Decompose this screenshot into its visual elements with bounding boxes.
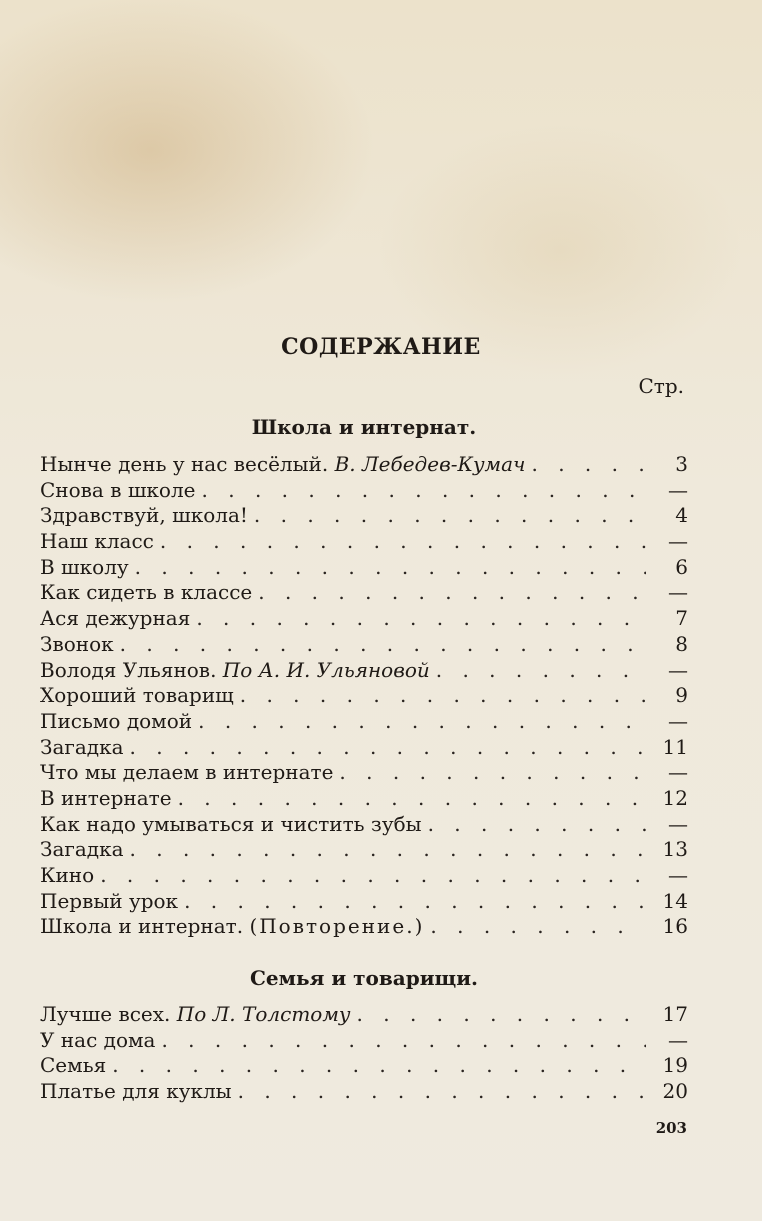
- toc-entry: [40, 1028, 688, 1054]
- toc-entry-title: В интернате: [40, 785, 172, 810]
- toc-entry-page: —: [668, 657, 688, 682]
- toc-entry: [40, 863, 688, 889]
- dot-leader: [184, 889, 646, 915]
- toc-entry-page: 8: [675, 631, 688, 656]
- toc-entry: [40, 452, 688, 478]
- toc-entry: [40, 837, 688, 863]
- toc-entry-text: [40, 1053, 106, 1079]
- toc-entry-text: [40, 632, 114, 658]
- toc-entry-text: [40, 709, 192, 735]
- toc-entry-page: 11: [662, 734, 688, 759]
- toc-entry-title: Лучше всех.: [40, 1002, 171, 1026]
- toc-entry-text: [40, 529, 154, 555]
- toc-entry-page: 6: [675, 554, 688, 579]
- section-heading: Семья и товарищи.: [250, 966, 478, 990]
- toc-entry-title: Снова в школе: [40, 477, 196, 502]
- toc-entry-text: [40, 606, 190, 632]
- toc-entry-text: [40, 1079, 232, 1105]
- toc-entry: [40, 478, 688, 504]
- toc-entry: [40, 683, 688, 709]
- dot-leader: [196, 606, 646, 632]
- toc-entry-title: Загадка: [40, 734, 124, 759]
- page-column-label: Стр.: [638, 374, 684, 398]
- toc-entry-title: Письмо домой: [40, 708, 193, 733]
- toc-entry-page: 3: [675, 452, 688, 476]
- toc-entry-title: Звонок: [40, 631, 114, 656]
- toc-entry-text: [40, 1002, 351, 1028]
- dot-leader: [135, 555, 646, 581]
- toc-entry-title: Здравствуй, школа!: [40, 503, 248, 528]
- toc-entry-text: [40, 786, 172, 812]
- toc-entry-title: Володя Ульянов.: [40, 657, 217, 682]
- toc-entry-title: Первый урок: [40, 888, 179, 913]
- toc-entry-text: [40, 683, 234, 709]
- dot-leader: [100, 863, 646, 889]
- toc-entry: [40, 1079, 688, 1105]
- toc-entry-title: Как надо умываться и чистить зубы: [40, 811, 422, 836]
- toc-entry: [40, 580, 688, 606]
- toc-entry: [40, 529, 688, 555]
- toc-entry-text: [40, 1028, 155, 1054]
- toc-entry: [40, 1002, 688, 1028]
- toc-entry-title: Ася дежурная: [40, 606, 191, 631]
- toc-entry-title: Что мы делаем в интернате: [40, 760, 334, 785]
- dot-leader: [161, 1028, 646, 1054]
- toc-entry-text: [40, 837, 124, 863]
- toc-entry-page: 12: [662, 785, 688, 810]
- toc-entry-page: 4: [675, 503, 688, 528]
- toc-entry-author: По А. И. Ульяновой: [222, 657, 430, 682]
- toc-entry-title: Школа и интернат.: [40, 914, 244, 939]
- dot-leader: [430, 914, 646, 940]
- toc-entry-title: Нынче день у нас весёлый.: [40, 452, 329, 476]
- toc-entry-page: —: [668, 760, 688, 785]
- dot-leader: [178, 786, 646, 812]
- toc-entry-page: 19: [662, 1053, 688, 1078]
- dot-leader: [428, 812, 646, 838]
- toc-entry: [40, 503, 688, 529]
- toc-entry-page: 20: [662, 1079, 688, 1104]
- dot-leader: [254, 503, 646, 529]
- section-heading: Школа и интернат.: [251, 415, 477, 439]
- toc-entry-page: —: [668, 708, 688, 733]
- dot-leader: [532, 452, 647, 478]
- toc-entry-title: Кино: [40, 863, 95, 887]
- toc-entry-page: —: [668, 529, 688, 554]
- toc-entry: [40, 606, 688, 632]
- dot-leader: [436, 658, 646, 684]
- toc-entry: [40, 889, 688, 915]
- toc-entry-title: У нас дома: [40, 1027, 156, 1052]
- toc-entry-page: —: [668, 863, 688, 887]
- toc-entry: [40, 786, 688, 812]
- toc-entry-title: Загадка: [40, 837, 124, 862]
- toc-entry-title: Семья: [40, 1053, 107, 1078]
- dot-leader: [258, 580, 646, 606]
- toc-entry-title: Как сидеть в классе: [40, 580, 253, 605]
- toc-entry-page: 16: [662, 914, 688, 939]
- page-title: СОДЕРЖАНИЕ: [281, 334, 481, 360]
- toc-entry-text: [40, 735, 124, 761]
- dot-leader: [357, 1002, 646, 1028]
- toc-entry-text: [40, 503, 248, 529]
- toc-section-school: [40, 452, 688, 940]
- toc-entry-text: [40, 863, 94, 889]
- toc-entry-text: [40, 812, 422, 838]
- toc-entry-text: [40, 914, 424, 940]
- toc-entry: [40, 555, 688, 581]
- toc-entry-page: —: [668, 580, 688, 605]
- toc-entry-text: [40, 478, 196, 504]
- toc-entry-text: [40, 658, 430, 684]
- dot-leader: [238, 1079, 646, 1105]
- toc-entry: [40, 632, 688, 658]
- toc-entry: [40, 812, 688, 838]
- page-number: 203: [655, 1119, 687, 1137]
- toc-entry-page: 13: [662, 837, 688, 862]
- toc-entry: [40, 1053, 688, 1079]
- toc-entry-page: 14: [662, 888, 688, 913]
- dot-leader: [339, 760, 646, 786]
- toc-entry: [40, 735, 688, 761]
- toc-entry-text: [40, 760, 333, 786]
- toc-entry-author: По Л. Толстому: [176, 1002, 351, 1026]
- toc-entry-title: Хороший товарищ: [40, 683, 234, 708]
- toc-entry-title: Платье для куклы: [40, 1079, 232, 1104]
- toc-entry-text: [40, 452, 526, 478]
- toc-entry-author: В. Лебедев-Кумач: [334, 452, 526, 476]
- toc-entry-title: В школу: [40, 554, 129, 579]
- toc-entry-text: [40, 555, 129, 581]
- dot-leader: [130, 735, 646, 761]
- toc-entry-text: [40, 889, 178, 915]
- toc-entry-page: —: [668, 811, 688, 836]
- dot-leader: [112, 1053, 646, 1079]
- toc-entry-page: —: [668, 477, 688, 502]
- toc-entry: [40, 709, 688, 735]
- dot-leader: [240, 683, 646, 709]
- toc-entry-page: 9: [675, 683, 688, 708]
- toc-section-family: [40, 1002, 688, 1105]
- toc-entry-text: [40, 580, 252, 606]
- toc-entry: [40, 760, 688, 786]
- toc-entry-title: Наш класс: [40, 529, 154, 554]
- dot-leader: [198, 709, 646, 735]
- dot-leader: [160, 529, 646, 555]
- toc-entry-subtitle: (Повторение.): [249, 914, 425, 939]
- dot-leader: [202, 478, 646, 504]
- toc-entry-page: 17: [662, 1002, 688, 1026]
- dot-leader: [130, 837, 646, 863]
- dot-leader: [120, 632, 646, 658]
- toc-entry: [40, 658, 688, 684]
- toc-entry: [40, 914, 688, 940]
- toc-entry-page: —: [668, 1027, 688, 1052]
- toc-entry-page: 7: [675, 606, 688, 631]
